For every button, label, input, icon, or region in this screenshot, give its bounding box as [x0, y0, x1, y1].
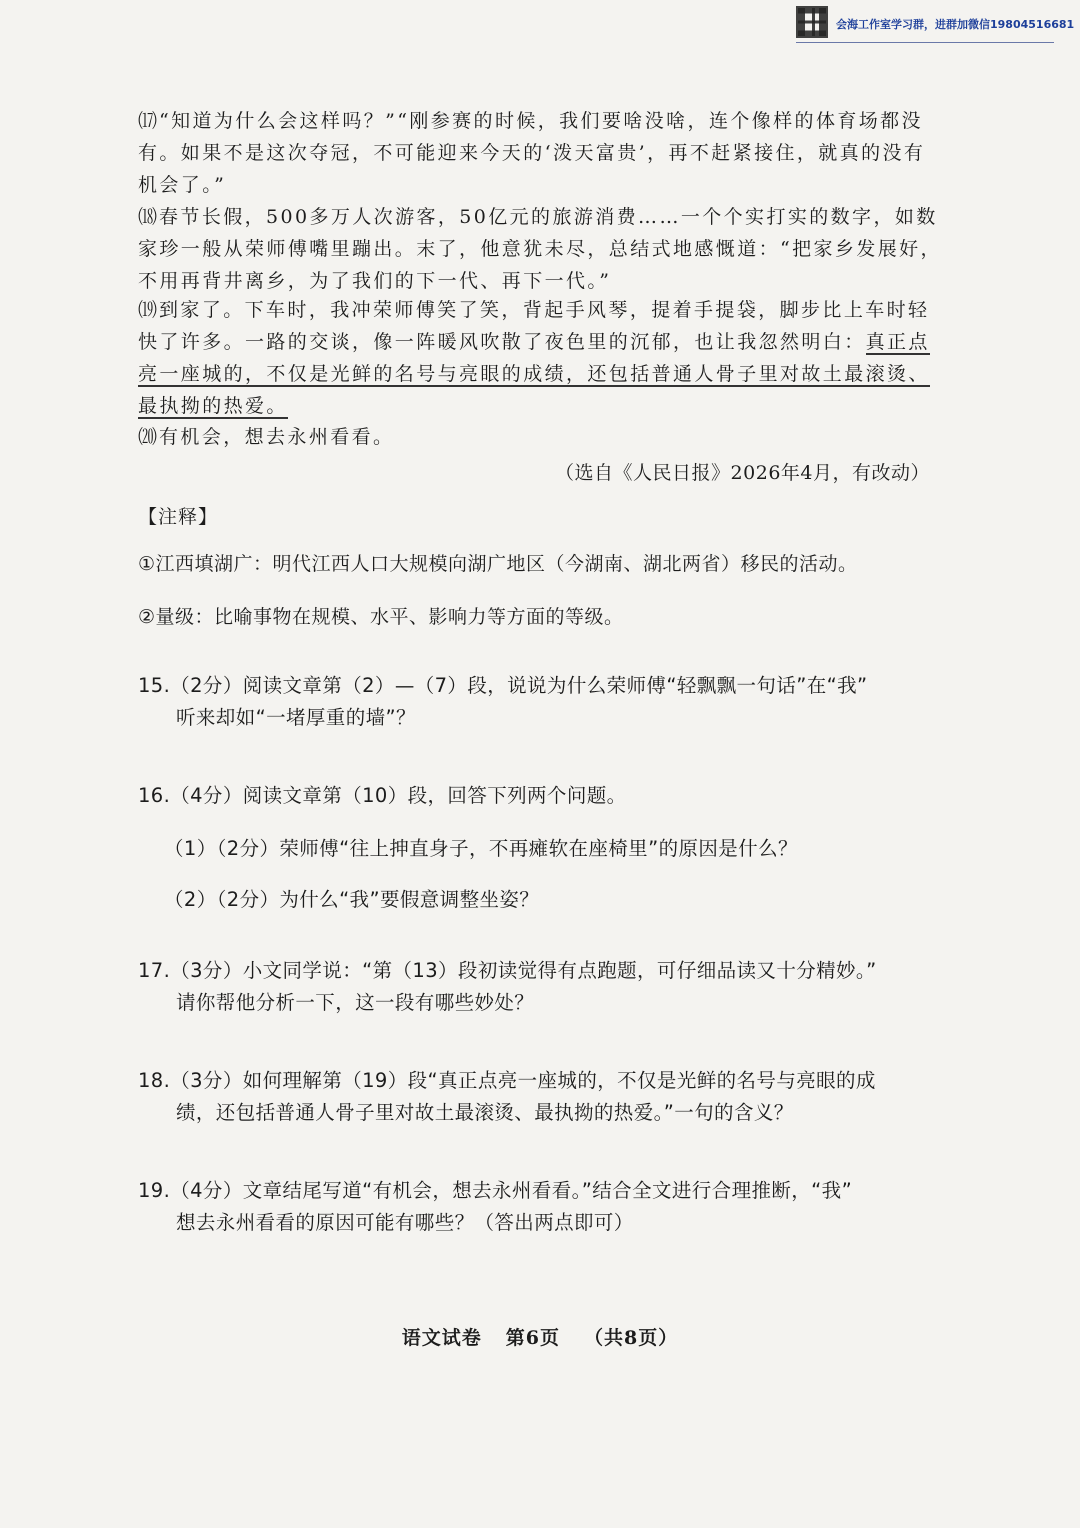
question-18: [138, 1065, 958, 1129]
notes-title: 【注释】: [138, 506, 219, 528]
note-1: ①江西填湖广：明代江西人口大规模向湖广地区（今湖南、湖北两省）移民的活动。: [138, 553, 858, 575]
question-17: [138, 955, 958, 1019]
paragraph-18: [138, 201, 946, 297]
paragraph-number: ⒆: [138, 299, 158, 321]
paragraph-text: 到家了。下车时，我冲荣师傅笑了笑，背起手风琴，提着手提袋，脚步比上车时轻快了许多。一路的交谈，像一阵暖风吹散了夜色里的沉郁，也让我忽然明白：: [138, 299, 930, 353]
paragraph-number: ⒇: [138, 426, 158, 448]
question-text: 想去永州看看的原因可能有哪些？（答出两点即可）: [176, 1211, 634, 1234]
question-text: 请你帮他分析一下，这一段有哪些妙处？: [176, 991, 535, 1014]
paragraph-text: “知道为什么会这样吗？”“刚参赛的时候，我们要啥没啥，连个像样的体育场都没有。如果不是这次夺冠，不可能迎来今天的‘泼天富贵’，再不赶紧接住，就真的没有机会了。”: [138, 110, 926, 196]
question-text: 15.（2分）阅读文章第（2）—（7）段，说说为什么荣师傅“轻飘飘一句话”在“我”: [138, 674, 868, 697]
question-text: 16.（4分）阅读文章第（10）段，回答下列两个问题。: [138, 784, 627, 807]
underlined-sentence: 真正点亮一座城的，不仅是光鲜的名号与亮眼的成绩，还包括普通人骨子里对故土最滚烫、最执拗的热爱。: [138, 331, 930, 417]
paragraph-number: ⒄: [138, 110, 158, 132]
note-2: ②量级：比喻事物在规模、水平、影响力等方面的等级。: [138, 606, 624, 628]
page-header: [796, 6, 1075, 43]
question-text: 19.（4分）文章结尾写道“有机会，想去永州看看。”结合全文进行合理推断，“我”: [138, 1179, 853, 1202]
question-text: 17.（3分）小文同学说：“第（13）段初读觉得有点跑题，可仔细品读又十分精妙。”: [138, 959, 877, 982]
paragraph-17: [138, 105, 946, 201]
page-footer: [0, 1323, 1080, 1350]
question-text: 绩，还包括普通人骨子里对故土最滚烫、最执拗的热爱。”一句的含义？: [176, 1101, 794, 1124]
paragraph-19: [138, 294, 946, 422]
paragraph-number: ⒅: [138, 206, 158, 228]
question-text: 18.（3分）如何理解第（19）段“真正点亮一座城的，不仅是光鲜的名号与亮眼的成: [138, 1069, 876, 1092]
paragraph-20: [138, 421, 946, 453]
question-16-1: （1）（2分）荣师傅“往上抻直身子，不再瘫软在座椅里”的原因是什么？: [164, 837, 798, 860]
question-text: 听来却如“一堵厚重的墙”？: [176, 706, 416, 729]
footer-subject: 语文试卷: [401, 1327, 482, 1349]
qr-code-icon: [796, 6, 828, 38]
question-16: [138, 780, 958, 812]
question-19: [138, 1175, 958, 1239]
header-text: 会海工作室学习群，进群加微信19804516681: [836, 18, 1075, 31]
footer-page-number: 第6页: [505, 1327, 560, 1349]
question-15: [138, 670, 958, 734]
article-source: （选自《人民日报》2026年4月，有改动）: [555, 462, 930, 484]
footer-total-pages: （共8页）: [584, 1327, 679, 1349]
question-16-2: （2）（2分）为什么“我”要假意调整坐姿？: [164, 888, 540, 911]
paragraph-text: 有机会，想去永州看看。: [159, 426, 395, 448]
paragraph-text: 春节长假，500多万人次游客，50亿元的旅游消费……一个个实打实的数字，如数家珍一般从荣师傅嘴里蹦出。末了，他意犹未尽，总结式地感慨道：“把家乡发展好，不用再背井离乡，为了我们的下一代、再下一代。”: [138, 206, 942, 292]
